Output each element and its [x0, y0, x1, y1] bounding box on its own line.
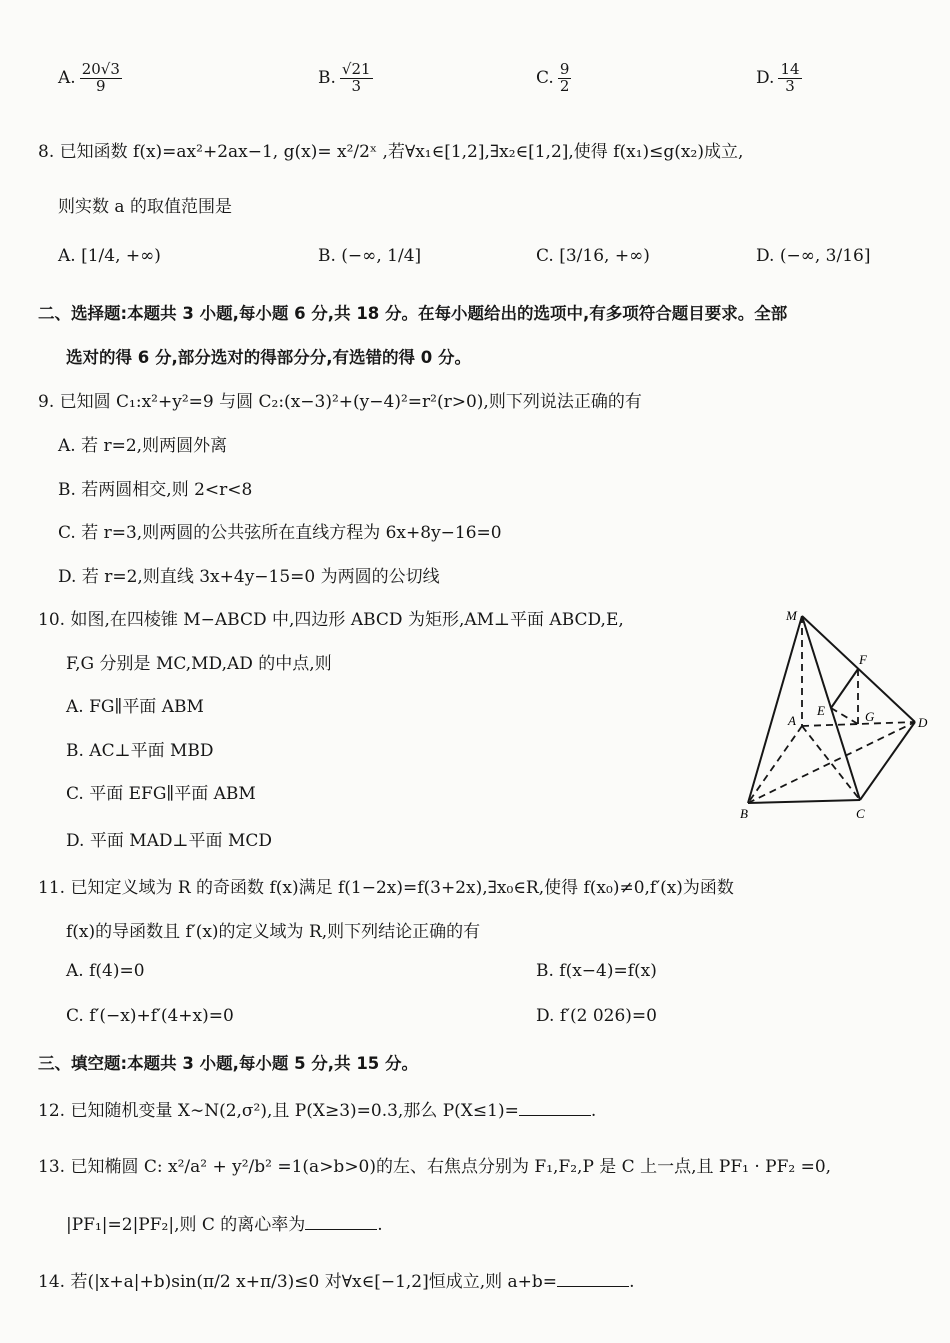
diagonal-ac-hidden [802, 726, 860, 800]
edge-bc [748, 800, 860, 803]
q11-option-c: C. f′(−x)+f′(4+x)=0 [66, 1006, 234, 1026]
edge-mb [748, 616, 802, 803]
edge-cd [860, 722, 915, 800]
q11-stem-line1: 11. 已知定义域为 R 的奇函数 f(x)满足 f(1−2x)=f(3+2x),∃x₀∈R,使得 f(x₀)≠0,f′(x)为函数 [38, 878, 734, 898]
q9-option-c: C. 若 r=3,则两圆的公共弦所在直线方程为 6x+8y−16=0 [58, 523, 502, 543]
q8-option-a: A. [1/4, +∞) [58, 246, 161, 266]
q10-option-b: B. AC⊥平面 MBD [66, 741, 214, 761]
q12-answer-blank[interactable] [519, 1099, 591, 1116]
section2-heading: 二、选择题:本题共 3 小题,每小题 6 分,共 18 分。在每小题给出的选项中,有多项符合题目要求。全部 [38, 304, 788, 323]
section3-heading: 三、填空题:本题共 3 小题,每小题 5 分,共 15 分。 [38, 1054, 419, 1073]
q7-option-c: C. $\frac{9}{2}$ [536, 60, 570, 95]
q14: 14. 若(|x+a|+b)sin(π/2 x+π/3)≤0 对∀x∈[−1,2]恒成立,则 a+b= . [38, 1272, 635, 1292]
q13-stem-line1: 13. 已知椭圆 C: x²/a² + y²/b² =1(a>b>0)的左、右焦点分别为 F₁,F₂,P 是 C 上一点,且 PF₁ · PF₂ =0, [38, 1157, 832, 1177]
segment-fe [831, 669, 858, 708]
q7-option-a: A. $\frac{20√3}{9}$ [58, 60, 120, 95]
section2-instructions: 选对的得 6 分,部分选对的得部分分,有选错的得 0 分。 [66, 348, 471, 367]
q9-stem: 9. 已知圆 C₁:x²+y²=9 与圆 C₂:(x−3)²+(y−4)²=r²(r>0),则下列说法正确的有 [38, 392, 642, 412]
q10-option-a: A. FG∥平面 ABM [66, 697, 204, 717]
pyramid-figure [730, 600, 940, 830]
q8-option-c: C. [3/16, +∞) [536, 246, 650, 266]
q11-option-d: D. f′(2 026)=0 [536, 1006, 657, 1026]
label-d: D [918, 715, 928, 730]
label-a: A [788, 713, 796, 728]
q13-stem-line2: |PF₁|=2|PF₂|,则 C 的离心率为 . [66, 1215, 383, 1235]
q9-option-d: D. 若 r=2,则直线 3x+4y−15=0 为两圆的公切线 [58, 567, 440, 587]
q10-stem-line1: 10. 如图,在四棱锥 M−ABCD 中,四边形 ABCD 为矩形,AM⊥平面 ABCD,E, [38, 610, 624, 630]
label-e: E [817, 703, 825, 718]
label-c: C [856, 806, 865, 821]
q14-answer-blank[interactable] [557, 1270, 629, 1287]
q8-stem-line2: 则实数 a 的取值范围是 [58, 197, 232, 217]
q8-option-d: D. (−∞, 3/16] [756, 246, 871, 266]
q8-stem-line1: 8. 已知函数 f(x)=ax²+2ax−1, g(x)= x²/2ˣ ,若∀x₁∈[1,2],∃x₂∈[1,2],使得 f(x₁)≤g(x₂)成立, [38, 142, 744, 162]
q11-option-b: B. f(x−4)=f(x) [536, 961, 657, 981]
q8-option-b: B. (−∞, 1/4] [318, 246, 422, 266]
q11-stem-line2: f(x)的导函数且 f′(x)的定义域为 R,则下列结论正确的有 [66, 922, 481, 942]
label-g: G [865, 709, 875, 724]
q9-option-b: B. 若两圆相交,则 2<r<8 [58, 480, 253, 500]
q10-option-d: D. 平面 MAD⊥平面 MCD [66, 831, 272, 851]
q10-stem-line2: F,G 分别是 MC,MD,AD 的中点,则 [66, 654, 332, 674]
q12: 12. 已知随机变量 X∼N(2,σ²),且 P(X≥3)=0.3,那么 P(X≤1)= . [38, 1101, 597, 1121]
diagonal-bd-hidden [748, 722, 915, 803]
q10-option-c: C. 平面 EFG∥平面 ABM [66, 784, 256, 804]
label-f: F [859, 652, 867, 667]
edge-ab-hidden [748, 726, 802, 803]
q7-option-d: D. $\frac{14}{3}$ [756, 60, 800, 95]
label-m: M [786, 608, 797, 623]
q9-option-a: A. 若 r=2,则两圆外离 [58, 436, 228, 456]
q13-answer-blank[interactable] [305, 1213, 377, 1230]
q11-option-a: A. f(4)=0 [66, 961, 145, 981]
q7-option-b: B. $\frac{√21}{3}$ [318, 60, 371, 95]
label-b: B [740, 806, 748, 821]
